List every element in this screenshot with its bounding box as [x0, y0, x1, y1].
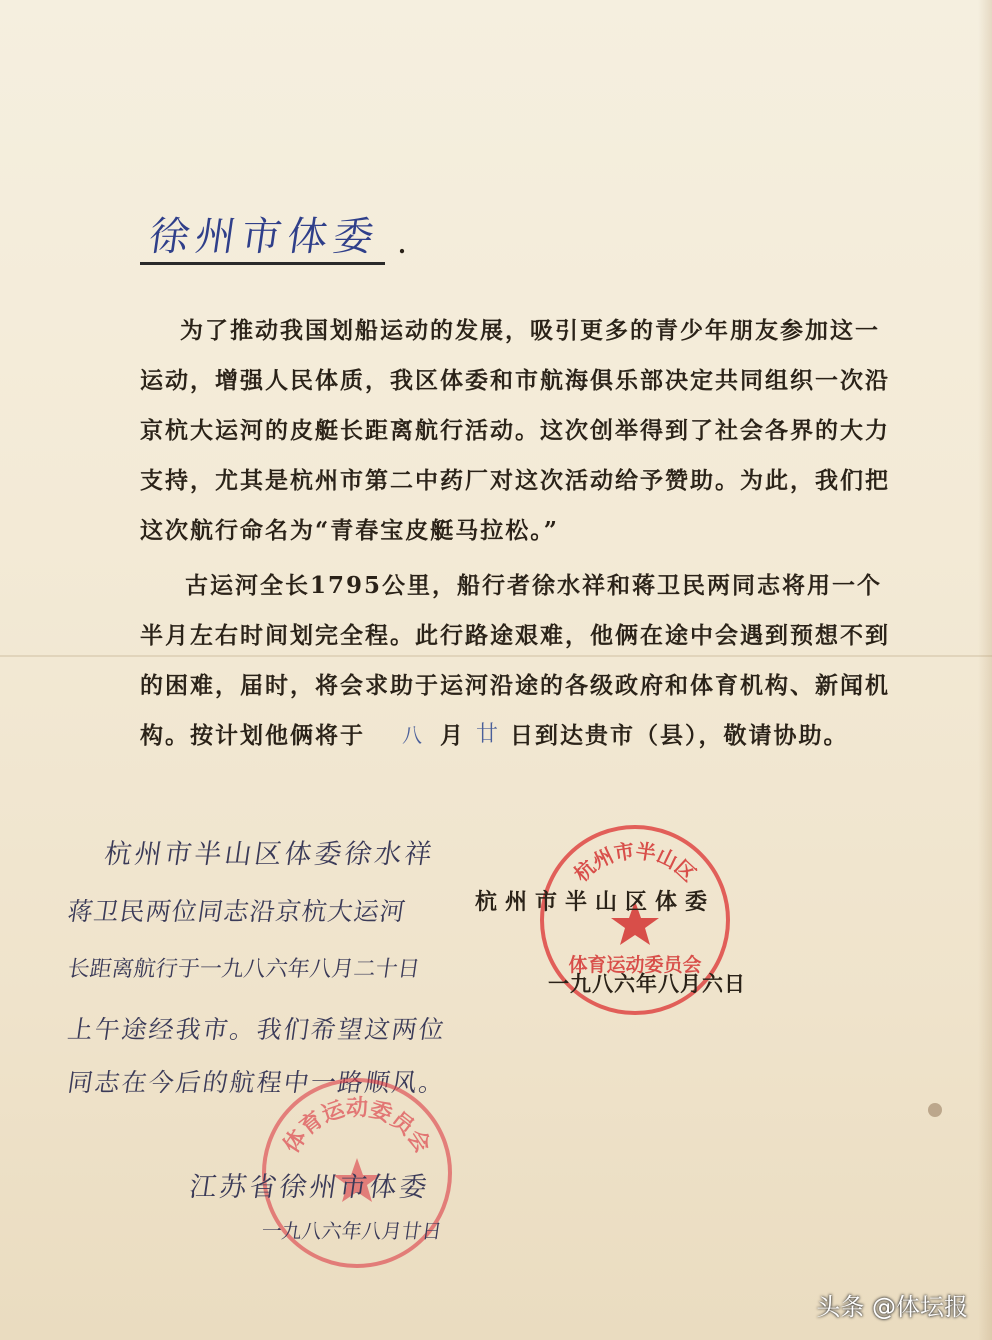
note-line-5: 同志在今后的航程中一路顺风。: [65, 1068, 448, 1097]
body-line-6: 古运河全长1795公里，船行者徐水祥和蒋卫民两同志将用一个: [185, 572, 883, 599]
body-line-1: 为了推动我国划船运动的发展，吸引更多的青少年朋友参加这一: [180, 317, 880, 344]
body-line-4: 支持，尤其是杭州市第二中药厂对这次活动给予赞助。为此，我们把: [140, 467, 890, 494]
xuzhou-seal-text: 体育运动委员会: [278, 1095, 436, 1158]
body-line-2: 运动，增强人民体质，我区体委和市航海俱乐部决定共同组织一次沿: [140, 367, 890, 394]
watermark: 头条 @体坛报: [816, 1293, 968, 1321]
note-line-1: 杭州市半山区体委徐水祥: [102, 839, 437, 870]
body-line-9-suffix: 日到达贵市（县），敬请协助。: [510, 722, 849, 749]
body-line-7: 半月左右时间划完全程。此行路途艰难，他俩在途中会遇到预想不到: [140, 622, 890, 649]
signature-date: 一九八六年八月六日: [548, 971, 746, 996]
note-date: 一九八六年八月廿日: [260, 1219, 444, 1243]
body-line-5: 这次航行命名为“青春宝皮艇马拉松。”: [140, 517, 559, 544]
note-line-4: 上午途经我市。我们希望这两位: [65, 1015, 448, 1044]
signature-org: 杭州市半山区体委: [475, 889, 716, 915]
note-line-3: 长距离航行于一九八六年八月二十日: [65, 957, 422, 982]
arrival-month: 八: [402, 723, 422, 747]
banshan-seal-outer-text: 杭州市半山区: [569, 838, 701, 887]
svg-text:杭州市半山区: [569, 838, 701, 886]
body-line-8: 的困难，届时，将会求助于运河沿途的各级政府和体育机构、新闻机: [140, 672, 890, 699]
paper-edge-shadow: [978, 0, 992, 1340]
addressee: 徐州市体委: [146, 214, 383, 260]
arrival-day: 廿: [476, 722, 499, 747]
banshan-seal-inner-text: 体育运动委员会: [568, 954, 702, 976]
paper-stain: [928, 1103, 942, 1117]
body-line-3: 京杭大运河的皮艇长距离航行活动。这次创举得到了社会各界的大力: [140, 417, 890, 444]
addressee-colon: .: [398, 232, 409, 259]
svg-text:体育运动委员会: [278, 1095, 435, 1158]
note-line-2: 蒋卫民两位同志沿京杭大运河: [65, 897, 408, 926]
month-label: 月: [440, 722, 465, 749]
note-org: 江苏省徐州市体委: [187, 1172, 432, 1203]
body-line-9-prefix: 构。按计划他俩将于: [140, 722, 365, 749]
addressee-underline: [140, 262, 385, 265]
paper-fold-line: [0, 655, 992, 657]
